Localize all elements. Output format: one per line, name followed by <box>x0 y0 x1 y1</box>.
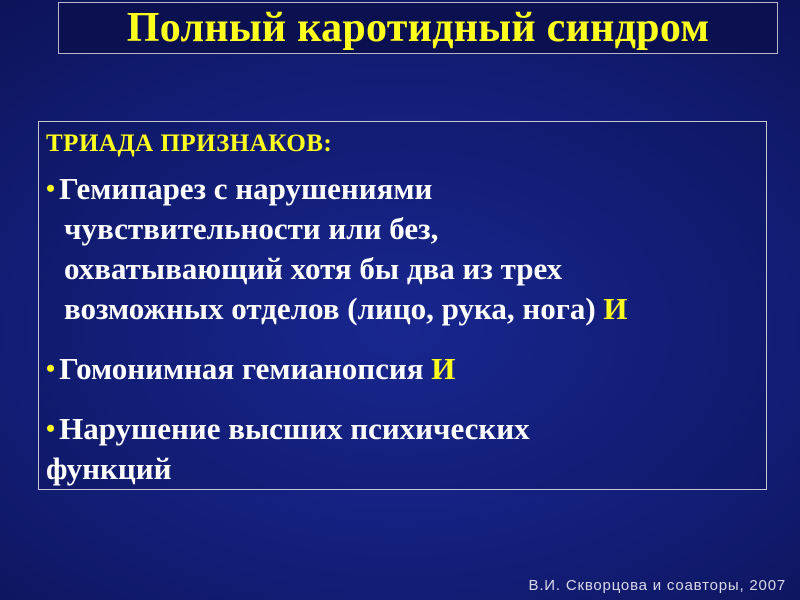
item-line <box>46 289 628 329</box>
content-box <box>38 121 767 490</box>
item-line <box>46 349 455 389</box>
item-text: Гемипарез с нарушениями <box>59 171 433 206</box>
bullet-icon: • <box>46 354 56 383</box>
item-line <box>46 169 628 209</box>
author-credit: В.И. Скворцова и соавторы, 2007 <box>528 577 786 594</box>
item-text: Гомонимная гемианопсия <box>59 351 424 386</box>
slide-title: Полный каротидный синдром <box>126 5 710 51</box>
bullet-icon: • <box>46 174 56 203</box>
title-box <box>58 2 778 54</box>
bullet-icon: • <box>46 414 56 443</box>
conjunction-and: И <box>603 291 628 326</box>
item-line: охватывающий хотя бы два из трех <box>64 251 563 286</box>
conjunction-and: И <box>431 351 456 386</box>
item-text: Нарушение высших психических <box>59 411 530 446</box>
triad-heading: ТРИАДА ПРИЗНАКОВ: <box>46 130 333 157</box>
list-item-cognitive <box>46 409 530 489</box>
list-item-hemiparesis <box>46 169 628 329</box>
item-line: чувствительности или без, <box>64 211 439 246</box>
list-item-hemianopsia <box>46 349 455 389</box>
item-text: возможных отделов (лицо, рука, нога) <box>64 291 596 326</box>
item-line <box>46 409 530 449</box>
item-line: функций <box>46 451 172 486</box>
